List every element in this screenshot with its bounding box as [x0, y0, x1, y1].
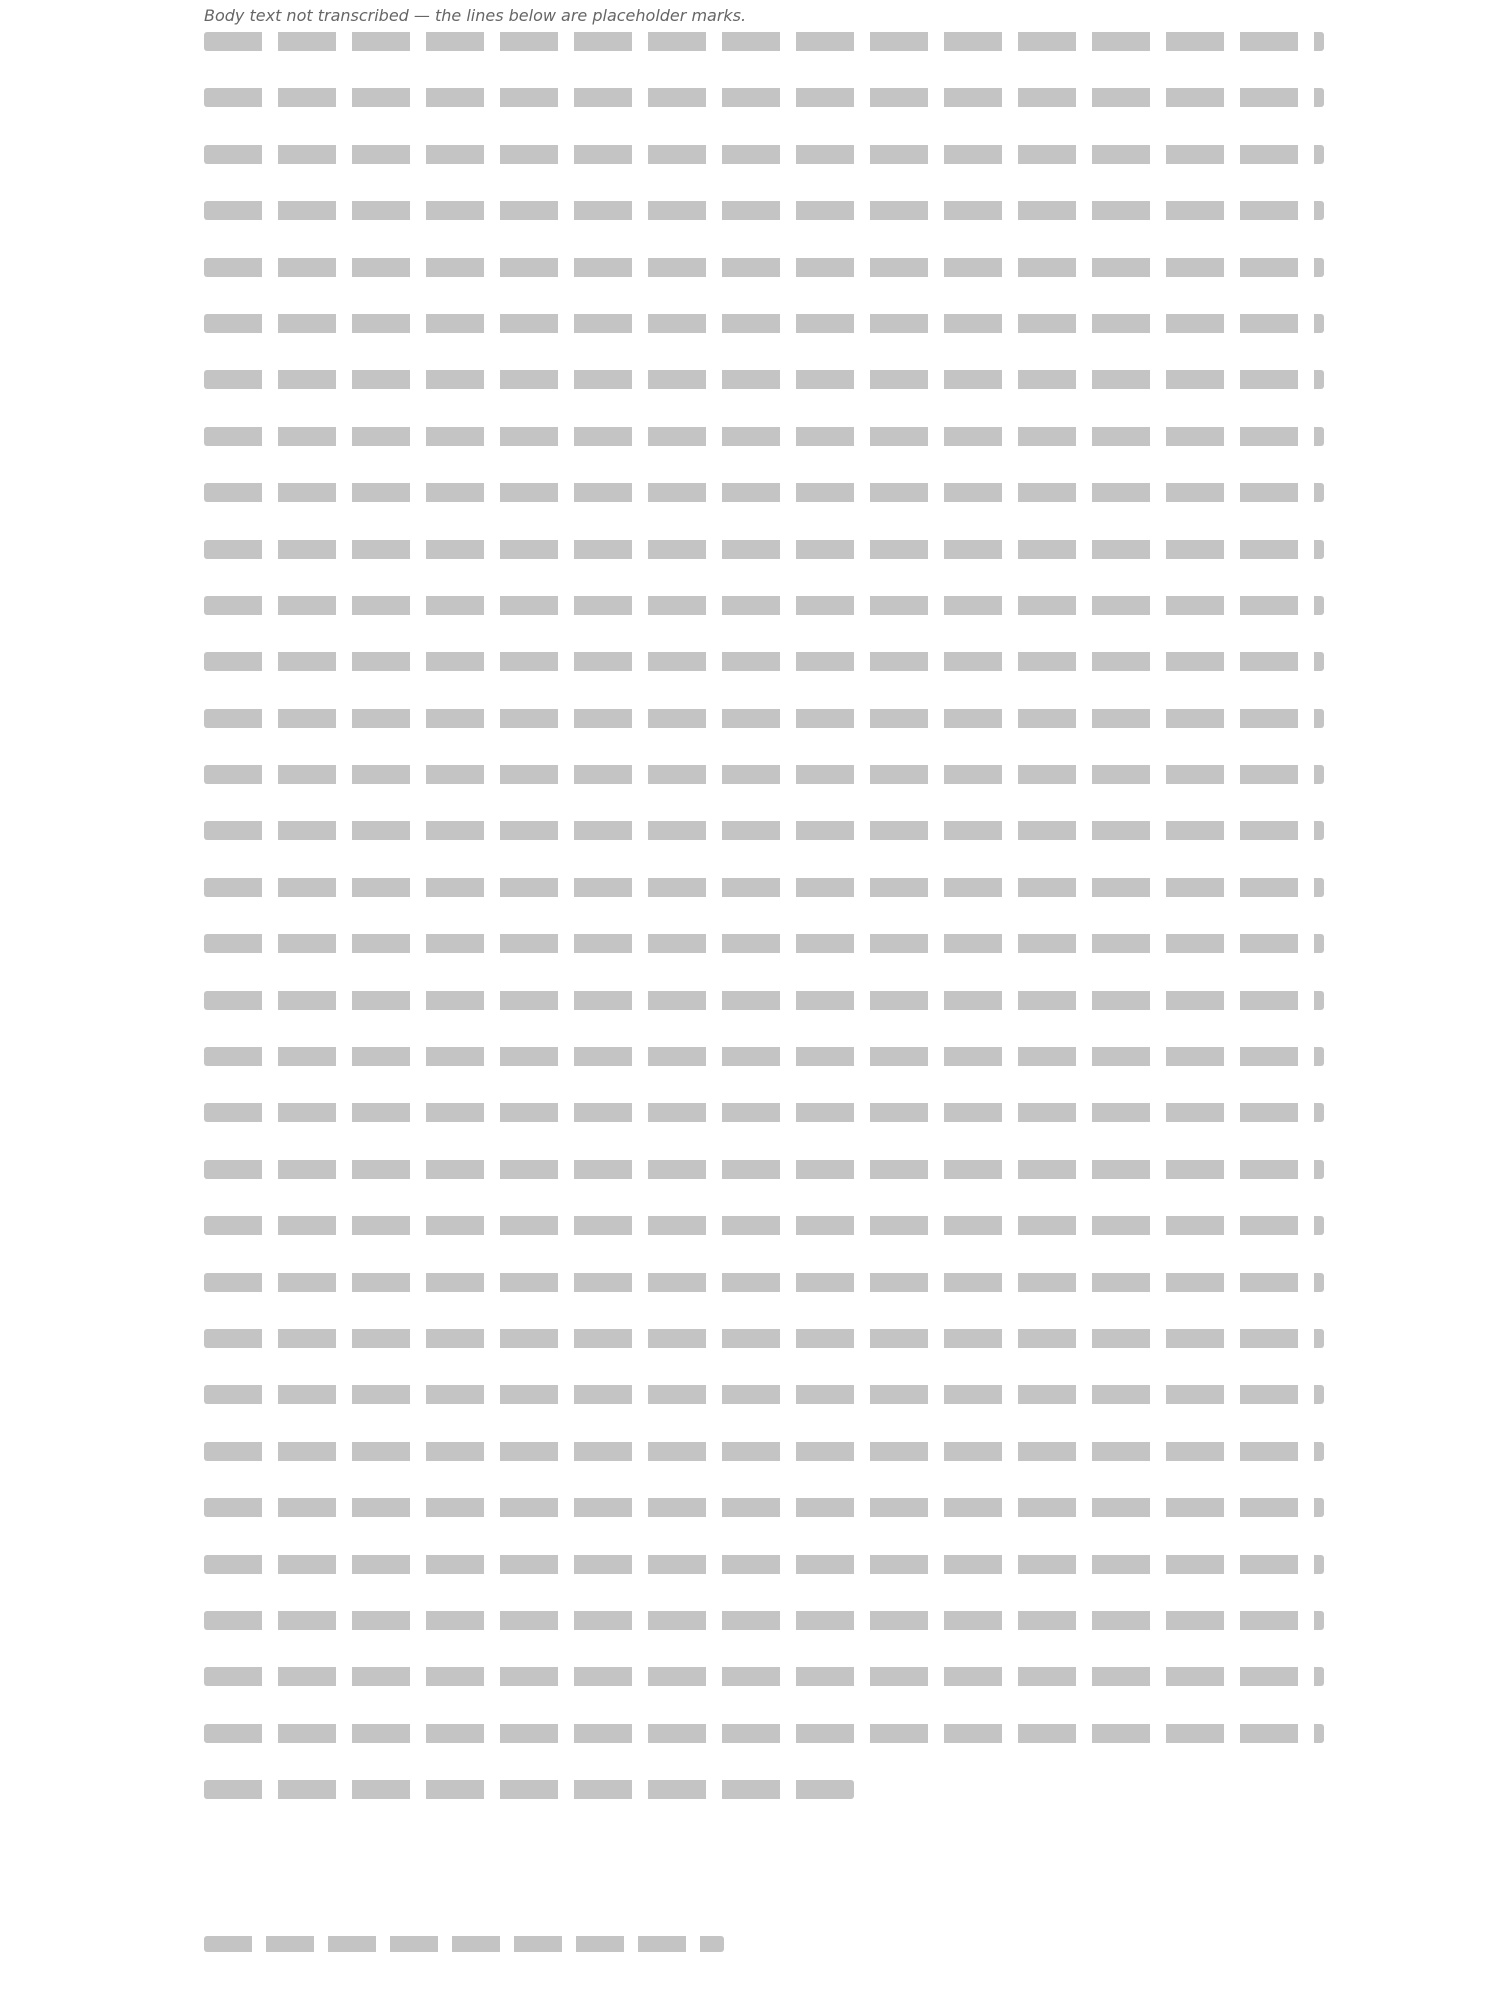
placeholder-line [204, 1498, 1324, 1517]
placeholder-line [204, 709, 1324, 728]
placeholder-line [204, 765, 1324, 784]
placeholder-line [204, 1780, 854, 1799]
placeholder-line [204, 88, 1324, 107]
placeholder-line [204, 821, 1324, 840]
placeholder-line [204, 934, 1324, 953]
placeholder-line [204, 427, 1324, 446]
placeholder-line [204, 314, 1324, 333]
placeholder-line [204, 991, 1324, 1010]
placeholder-line [204, 1216, 1324, 1235]
placeholder-line [204, 1329, 1324, 1348]
body-text-placeholder [204, 32, 1324, 1860]
placeholder-line [204, 145, 1324, 164]
placeholder-line [204, 483, 1324, 502]
placeholder-line [204, 1103, 1324, 1122]
placeholder-line [204, 652, 1324, 671]
placeholder-line [204, 1611, 1324, 1630]
placeholder-line [204, 878, 1324, 897]
transcription-note: Body text not transcribed — the lines below are placeholder marks. [204, 6, 747, 25]
placeholder-line [204, 370, 1324, 389]
placeholder-line [204, 258, 1324, 277]
placeholder-line [204, 540, 1324, 559]
placeholder-line [204, 1724, 1324, 1743]
placeholder-line [204, 1385, 1324, 1404]
placeholder-line [204, 1273, 1324, 1292]
footer-placeholder [204, 1936, 724, 1952]
placeholder-line [204, 201, 1324, 220]
placeholder-line [204, 1555, 1324, 1574]
placeholder-line [204, 1160, 1324, 1179]
placeholder-line [204, 596, 1324, 615]
placeholder-line [204, 1047, 1324, 1066]
placeholder-line [204, 32, 1324, 51]
placeholder-line [204, 1667, 1324, 1686]
placeholder-line [204, 1442, 1324, 1461]
page-footer [204, 1924, 1324, 1964]
